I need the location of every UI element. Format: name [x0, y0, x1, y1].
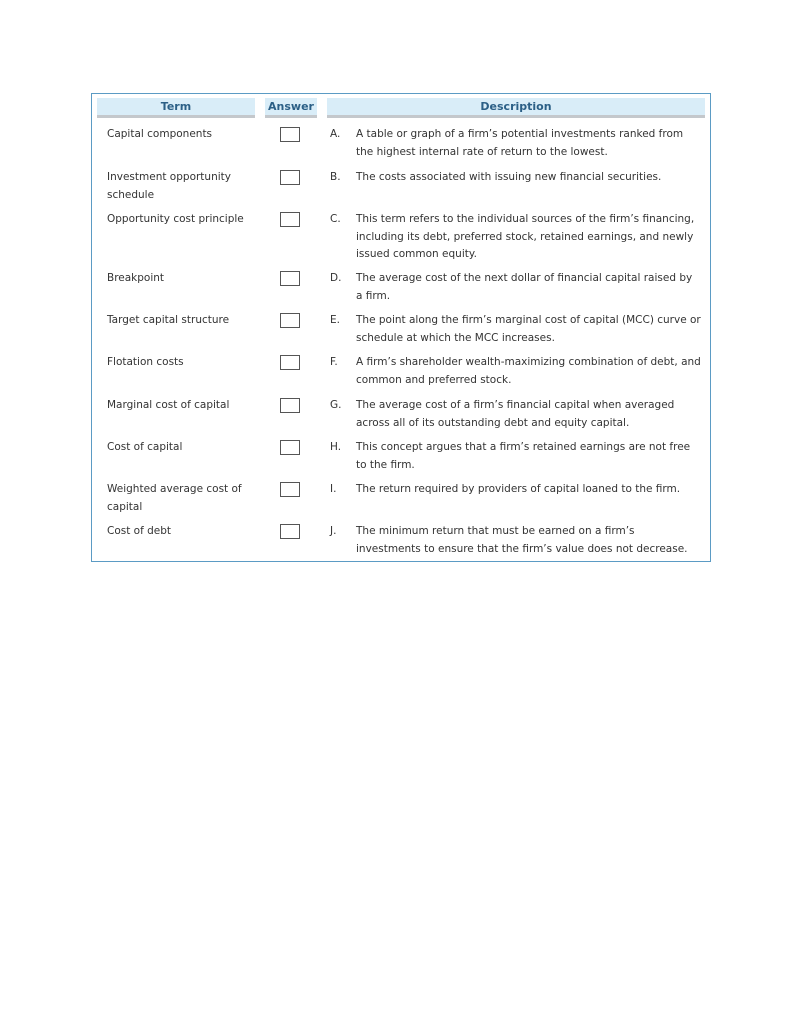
term-label: Flotation costs — [107, 356, 184, 368]
description-letter: D. — [330, 272, 342, 284]
header-description: Description — [327, 98, 705, 118]
description-letter: H. — [330, 441, 342, 453]
answer-input[interactable] — [280, 355, 300, 370]
description-letter: G. — [330, 399, 342, 411]
answer-input[interactable] — [280, 398, 300, 413]
header-term: Term — [97, 98, 255, 118]
term-label: Marginal cost of capital — [107, 399, 230, 411]
description-text: The minimum return that must be earned on a firm’s investments to ensure that the firm’s value does not decrease. — [356, 525, 688, 555]
description-text: The average cost of the next dollar of financial capital raised by a firm. — [356, 272, 693, 302]
matching-table — [91, 93, 711, 562]
description-text: This concept argues that a firm’s retained earnings are not free to the firm. — [356, 441, 691, 471]
term-label: Investment opportunity schedule — [107, 171, 231, 201]
term-label: Weighted average cost of capital — [107, 483, 242, 513]
term-label: Breakpoint — [107, 272, 165, 284]
description-letter: E. — [330, 314, 340, 326]
description-text: The average cost of a firm’s financial capital when averaged across all of its outstanding debt and equity capital. — [356, 399, 675, 429]
answer-input[interactable] — [280, 127, 300, 142]
description-letter: F. — [330, 356, 338, 368]
description-letter: C. — [330, 213, 341, 225]
answer-input[interactable] — [280, 482, 300, 497]
term-label: Cost of capital — [107, 441, 183, 453]
description-text: The point along the firm’s marginal cost of capital (MCC) curve or schedule at which the MCC increases. — [356, 314, 701, 344]
term-label: Capital components — [107, 128, 213, 140]
answer-input[interactable] — [280, 524, 300, 539]
term-label: Target capital structure — [107, 314, 230, 326]
answer-input[interactable] — [280, 271, 300, 286]
header-answer: Answer — [265, 98, 317, 118]
description-letter: A. — [330, 128, 341, 140]
description-letter: J. — [330, 525, 337, 537]
answer-input[interactable] — [280, 313, 300, 328]
description-text: The return required by providers of capital loaned to the firm. — [356, 483, 681, 495]
term-label: Opportunity cost principle — [107, 213, 244, 225]
description-text: A firm’s shareholder wealth-maximizing combination of debt, and common and preferred stock. — [356, 356, 701, 386]
answer-input[interactable] — [280, 440, 300, 455]
description-text: A table or graph of a firm’s potential investments ranked from the highest internal rate of return to the lowest. — [356, 128, 684, 158]
table-header — [97, 98, 705, 118]
description-text: This term refers to the individual sources of the firm’s financing, including its debt, preferred stock, retained earnings, and newly issued common equity. — [356, 213, 695, 260]
answer-input[interactable] — [280, 170, 300, 185]
description-letter: B. — [330, 171, 341, 183]
description-letter: I. — [330, 483, 337, 495]
description-text: The costs associated with issuing new financial securities. — [356, 171, 662, 183]
term-label: Cost of debt — [107, 525, 172, 537]
answer-input[interactable] — [280, 212, 300, 227]
